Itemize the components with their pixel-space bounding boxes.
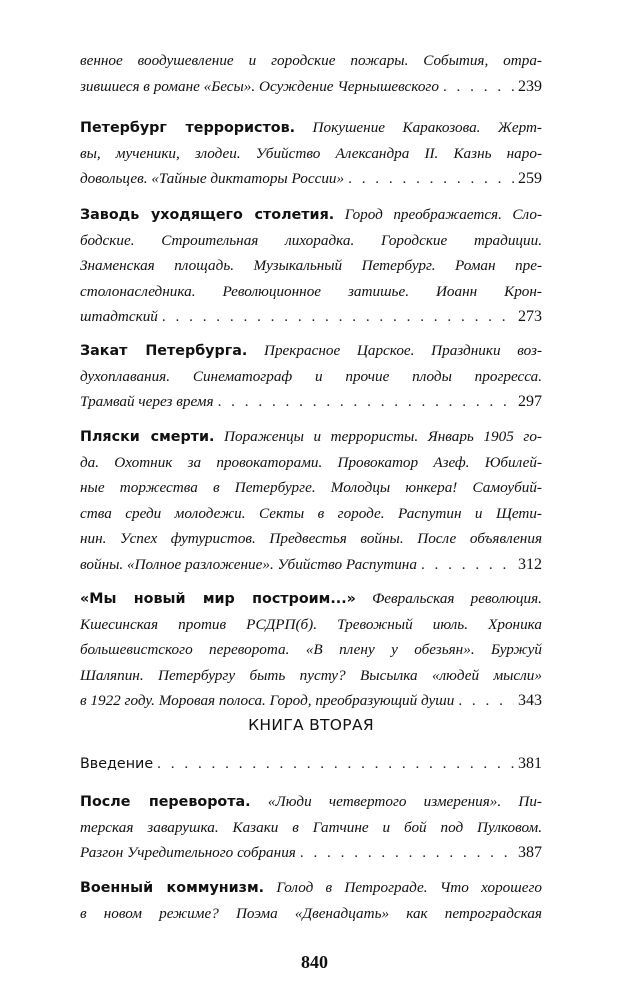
toc-entry-line: Знаменская площадь. Музыкальный Петербург. Роман пре- (80, 257, 542, 274)
toc-entry-first-line (80, 586, 542, 612)
toc-entry-text: войны. «Полное разложение». Убийство Распутина (80, 555, 417, 573)
toc-entry-text: Город преображается. Сло- (334, 206, 543, 223)
toc-entry-first-line (80, 115, 542, 141)
toc-entry-line: бодские. Строительная лихорадка. Городские традиции. (80, 231, 542, 249)
page-number: 840 (301, 952, 328, 972)
toc-entry[interactable] (80, 875, 542, 926)
toc-entry-line: Шаляпин. Петербургу быть пусту? Высылка «людей мысли» (80, 666, 542, 684)
toc-entry-text: довольцев. «Тайные диктаторы России» (80, 170, 345, 187)
toc-entry-last-line (80, 74, 542, 100)
dot-leader (443, 74, 514, 100)
dot-leader (157, 751, 514, 777)
toc-entry-text: штадтский (80, 308, 158, 325)
toc-entry[interactable] (80, 789, 542, 866)
toc-entry-title: Пляски смерти. (80, 429, 215, 445)
toc-entry-line: венное воодушевление и городские пожары. События, отра- (80, 52, 542, 69)
toc-entry-last-line (80, 688, 542, 714)
toc-page-number: 259 (518, 170, 542, 187)
dot-leader (218, 389, 514, 415)
toc-entry-text: Трамвай через время (80, 393, 214, 410)
dot-leader (421, 552, 514, 578)
toc-entry-line: терская заварушка. Казаки в Гатчине и бой под Пулковом. (80, 818, 542, 836)
toc-entry-line: в новом режиме? Поэма «Двенадцать» как петроградская (80, 904, 542, 922)
toc-entry[interactable] (80, 202, 542, 330)
toc-entry[interactable] (80, 751, 542, 777)
toc-entry-title: Закат Петербурга. (80, 343, 248, 359)
toc-entry[interactable] (80, 586, 542, 714)
toc-entry-line: большевистского переворота. «В плену у обезьян». Буржуй (80, 641, 542, 658)
toc-entry-title: После переворота. (80, 794, 251, 810)
dot-leader (458, 688, 514, 714)
toc-entry-line: духоплавания. Синематограф и прочие плоды прогресса. (80, 367, 542, 385)
toc-entry-text: Голод в Петрограде. Что хорошего (264, 879, 542, 896)
toc-entry-line: Кшесинская против РСДРП(б). Тревожный июль. Хроника (80, 615, 542, 633)
toc-entry-text: Февральская революция. (355, 590, 542, 607)
toc-entry-last-line (80, 389, 542, 415)
dot-leader (300, 840, 514, 866)
toc-entry-first-line (80, 789, 542, 815)
toc-entry-last-line (80, 166, 542, 192)
toc-entry-title: «Мы новый мир построим...» (80, 591, 356, 607)
toc-entry[interactable] (80, 338, 542, 415)
toc-entry-text: в 1922 году. Моровая полоса. Город, преобразующий души (80, 692, 455, 709)
toc-entry-line: вы, мученики, злодеи. Убийство Александра II. Казнь наро- (80, 144, 542, 162)
dot-leader (348, 166, 514, 192)
toc-entry-first-line (80, 338, 542, 364)
toc-entry-text: Прекрасное Царское. Праздники воз- (247, 342, 542, 359)
toc-page-number: 273 (518, 308, 542, 325)
toc-entry-title: Заводь уходящего столетия. (80, 207, 335, 223)
toc-entry-line: столонаследника. Революционное затишье. Иоанн Крон- (80, 282, 542, 300)
dot-leader (162, 304, 514, 330)
toc-entry-last-line (80, 552, 542, 578)
toc-entry[interactable] (80, 115, 542, 192)
toc-page-number: 343 (518, 692, 542, 709)
toc-entry-title: Военный коммунизм. (80, 880, 265, 896)
toc-entry-text: «Люди четвертого измерения». Пи- (250, 793, 542, 810)
toc-page-number: 387 (518, 844, 542, 861)
toc-page-number: 297 (518, 393, 542, 410)
toc-entry[interactable] (80, 48, 542, 99)
toc-entry-text: Покушение Каракозова. Жерт- (295, 119, 542, 136)
toc-entry-line: да. Охотник за провокаторами. Провокатор Азеф. Юбилей- (80, 453, 542, 471)
toc-entry[interactable] (80, 424, 542, 577)
toc-page-number: 312 (518, 555, 542, 573)
toc-entry-title: Введение (80, 756, 154, 772)
toc-entry-text: Разгон Учредительного собрания (80, 844, 296, 861)
toc-entry-first-line (80, 202, 542, 228)
toc-entry-last-line (80, 304, 542, 330)
toc-entry-line: нин. Успех футуристов. Предвестья войны. После объявления (80, 530, 542, 547)
toc-entry-text: Пораженцы и террористы. Январь 1905 го- (214, 428, 542, 445)
toc-page-number: 381 (518, 755, 542, 772)
section-heading: КНИГА ВТОРАЯ (248, 716, 374, 734)
toc-entry-first-line (80, 424, 542, 450)
toc-entry-first-line (80, 875, 542, 901)
toc-entry-last-line (80, 751, 542, 777)
toc-entry-line: ные торжества в Петербурге. Молодцы юнкера! Самоубий- (80, 479, 542, 496)
toc-entry-last-line (80, 840, 542, 866)
toc-page-number: 239 (518, 77, 542, 95)
toc-entry-title: Петербург террористов. (80, 120, 296, 136)
toc-entry-text: зившиеся в романе «Бесы». Осуждение Чернышевского (80, 77, 439, 95)
toc-entry-line: ства среди молодежи. Секты в городе. Распутин и Щети- (80, 504, 542, 522)
